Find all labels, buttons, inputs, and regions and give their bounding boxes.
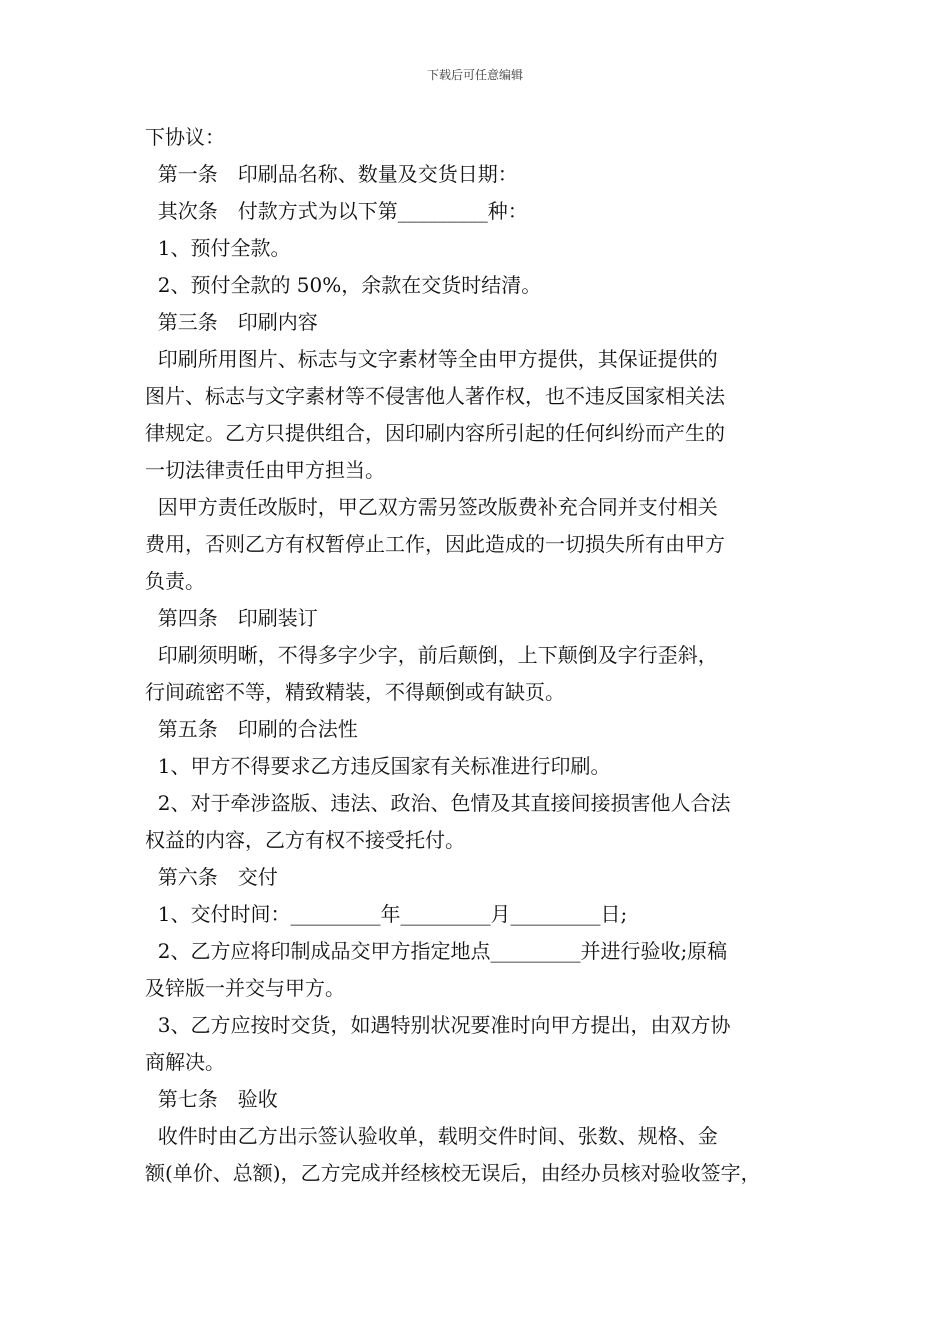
text-line: 行间疏密不等，精致精装，不得颠倒或有缺页。 bbox=[145, 680, 565, 704]
text-line: 第三条 印刷内容 bbox=[145, 310, 318, 334]
text-line: 第一条 印刷品名称、数量及交货日期： bbox=[145, 162, 518, 186]
text-line: 收件时由乙方出示签认验收单，载明交件时间、张数、规格、金 bbox=[145, 1124, 718, 1148]
text-line: 2、对于牵涉盗版、违法、政治、色情及其直接间接损害他人合法 bbox=[145, 791, 731, 815]
text-line: 印刷所用图片、标志与文字素材等全由甲方提供，其保证提供的 bbox=[145, 347, 718, 371]
text-line: 3、乙方应按时交货，如遇特别状况要准时向甲方提出，由双方协 bbox=[145, 1013, 731, 1037]
text-line: 额(单价、总额)，乙方完成并经核校无误后，由经办员核对验收签字， bbox=[145, 1161, 761, 1185]
text-line: 1、预付全款。 bbox=[145, 236, 291, 260]
text-line: 第六条 交付 bbox=[145, 865, 278, 889]
page-header: 下载后可任意编辑 bbox=[426, 68, 523, 82]
text-line: 1、甲方不得要求乙方违反国家有关标准进行印刷。 bbox=[145, 754, 611, 778]
text-line: 第四条 印刷装订 bbox=[145, 606, 318, 630]
text-line: 2、乙方应将印制成品交甲方指定地点_________并进行验收;原稿 bbox=[145, 939, 728, 963]
text-line: 及锌版一并交与甲方。 bbox=[145, 976, 345, 1000]
text-line: 商解决。 bbox=[145, 1050, 225, 1074]
document-body bbox=[145, 119, 810, 1192]
text-line: 第七条 验收 bbox=[145, 1087, 278, 1111]
text-line: 律规定。乙方只提供组合，因印刷内容所引起的任何纠纷而产生的 bbox=[145, 421, 725, 445]
text-line: 印刷须明晰，不得多字少字，前后颠倒，上下颠倒及字行歪斜， bbox=[145, 643, 718, 667]
text-line: 负责。 bbox=[145, 569, 205, 593]
text-line: 其次条 付款方式为以下第_________种： bbox=[145, 199, 528, 223]
text-line: 权益的内容，乙方有权不接受托付。 bbox=[145, 828, 465, 852]
text-line: 因甲方责任改版时，甲乙双方需另签改版费补充合同并支付相关 bbox=[145, 495, 718, 519]
text-line: 费用，否则乙方有权暂停止工作，因此造成的一切损失所有由甲方 bbox=[145, 532, 725, 556]
text-line: 2、预付全款的 50%，余款在交货时结清。 bbox=[145, 273, 542, 297]
text-line: 一切法律责任由甲方担当。 bbox=[145, 458, 385, 482]
text-line: 图片、标志与文字素材等不侵害他人著作权，也不违反国家相关法 bbox=[145, 384, 725, 408]
text-line: 第五条 印刷的合法性 bbox=[145, 717, 358, 741]
text-line: 1、交付时间：_________年_________月_________日; bbox=[145, 902, 628, 926]
text-line: 下协议： bbox=[145, 125, 225, 149]
